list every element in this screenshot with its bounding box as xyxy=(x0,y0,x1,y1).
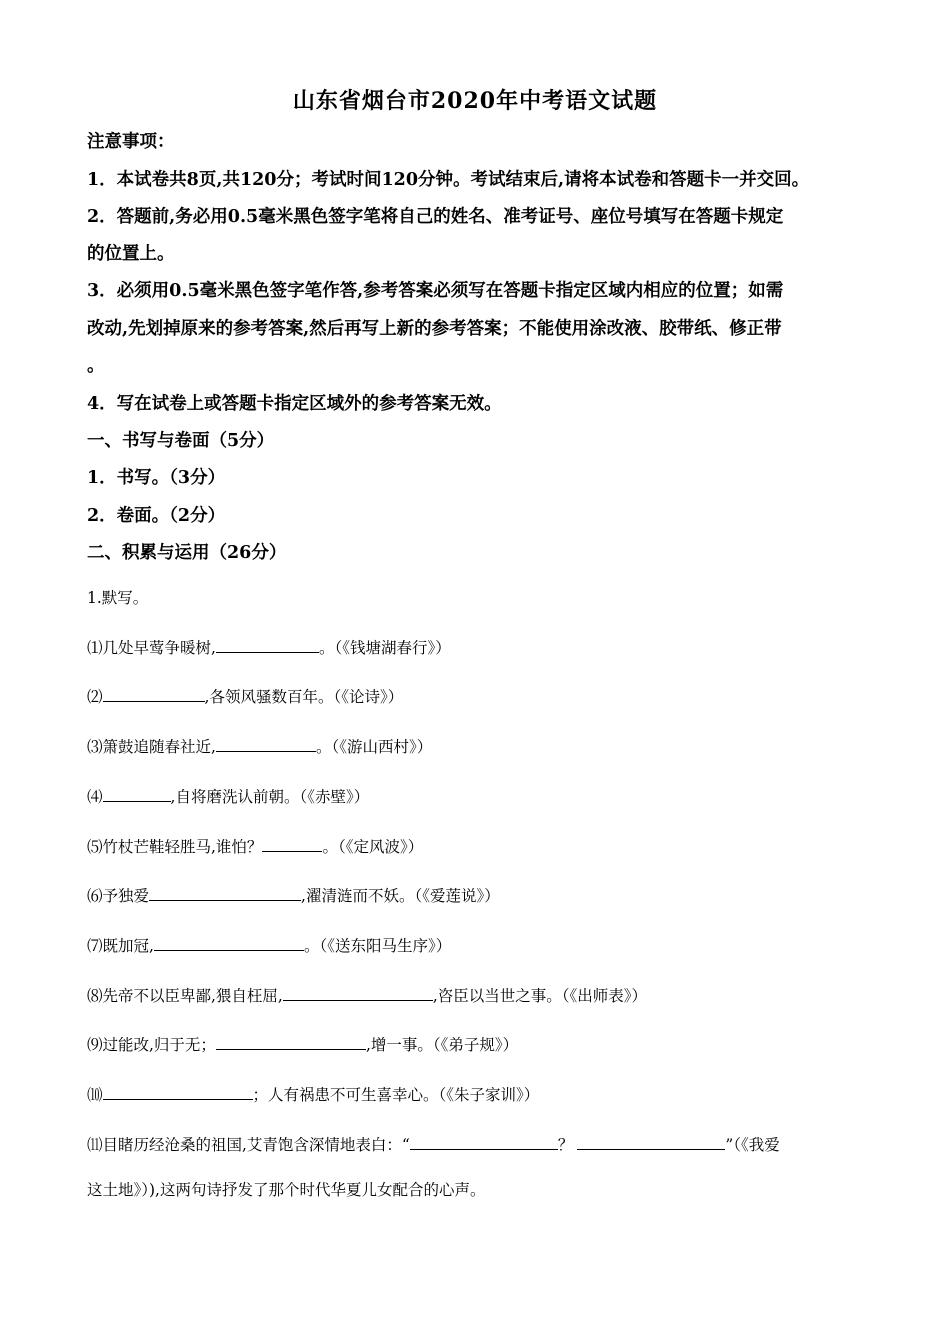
recitation-item-7 xyxy=(87,935,451,956)
recitation-item-9 xyxy=(87,1034,518,1055)
recitation-item-1 xyxy=(87,637,451,658)
section-1-question-1: 1．书写。（3分） xyxy=(87,468,226,488)
exam-title: 山东省烟台市2020年中考语文试题 xyxy=(292,88,658,114)
recitation-item-2 xyxy=(87,686,403,707)
notice-item-3-line-2: 改动,先划掉原来的参考答案,然后再写上新的参考答案；不能使用涂改液、胶带纸、修正带 xyxy=(87,319,782,339)
recitation-item-10-suffix: ；人有祸患不可生喜幸心。（《朱子家训》） xyxy=(252,1086,540,1104)
recitation-item-3 xyxy=(87,736,432,757)
answer-blank xyxy=(216,736,316,752)
recitation-item-11-prefix: ⑾目睹历经沧桑的祖国,艾青饱含深情地表白：“ xyxy=(87,1136,410,1154)
notice-item-3-line-1: 3．必须用0.5毫米黑色签字笔作答,参考答案必须写在答题卡指定区域内相应的位置；如需 xyxy=(87,281,784,301)
recitation-item-4-suffix: ,自将磨洗认前朝。（《赤壁》） xyxy=(170,788,370,806)
recitation-item-11-suffix: ”（《我爱 xyxy=(725,1136,780,1154)
answer-blank xyxy=(410,1134,558,1150)
recitation-item-6 xyxy=(87,885,500,906)
recitation-item-6-prefix: ⑹予独爱 xyxy=(87,887,150,905)
recitation-item-11-line-2: 这土地》）),这两句诗抒发了那个时代华夏儿女配合的心声。 xyxy=(87,1181,486,1199)
notice-item-4: 4．写在试卷上或答题卡指定区域外的参考答案无效。 xyxy=(87,394,502,414)
recitation-item-7-prefix: ⑺既加冠, xyxy=(87,937,154,955)
recitation-item-8-prefix: ⑻先帝不以臣卑鄙,猥自枉屈, xyxy=(87,987,283,1005)
recitation-item-2-suffix: ,各领风骚数百年。（《论诗》） xyxy=(204,688,404,706)
recitation-item-10-prefix: ⑽ xyxy=(87,1086,103,1104)
answer-blank xyxy=(577,1134,725,1150)
recitation-item-4-prefix: ⑷ xyxy=(87,788,103,806)
recitation-item-3-suffix: 。（《游山西村》） xyxy=(315,738,433,756)
answer-blank xyxy=(216,637,319,653)
answer-blank xyxy=(103,786,171,802)
recitation-item-6-suffix: ,濯清涟而不妖。（《爱莲说》） xyxy=(301,887,500,905)
answer-blank xyxy=(103,1084,253,1100)
recitation-item-5-prefix: ⑸竹杖芒鞋轻胜马,谁怕？ xyxy=(87,838,263,856)
question-1-heading: 1.默写。 xyxy=(87,589,149,607)
answer-blank xyxy=(103,686,205,702)
recitation-item-1-prefix: ⑴几处早莺争暖树, xyxy=(87,639,216,657)
recitation-item-2-prefix: ⑵ xyxy=(87,688,103,706)
notice-item-3-line-3: 。 xyxy=(87,356,105,376)
recitation-item-8 xyxy=(87,985,647,1006)
answer-blank xyxy=(149,885,301,901)
answer-blank xyxy=(154,935,304,951)
section-1-heading: 一、书写与卷面（5分） xyxy=(87,431,275,451)
recitation-item-4 xyxy=(87,786,369,807)
notice-heading: 注意事项： xyxy=(87,132,175,152)
recitation-item-11-line-1 xyxy=(87,1134,780,1155)
recitation-item-9-suffix: ,增一事。（《弟子规》） xyxy=(365,1036,519,1054)
answer-blank xyxy=(216,1034,366,1050)
answer-blank xyxy=(283,985,433,1001)
recitation-item-8-suffix: ,咨臣以当世之事。（《出师表》） xyxy=(432,987,648,1005)
recitation-item-9-prefix: ⑼过能改,归于无； xyxy=(87,1036,216,1054)
recitation-item-5-suffix: 。（《定风波》） xyxy=(322,838,424,856)
recitation-item-1-suffix: 。（《钱塘湖春行》） xyxy=(318,639,451,657)
notice-item-2-line-2: 的位置上。 xyxy=(87,244,175,264)
recitation-item-3-prefix: ⑶箫鼓追随春社近, xyxy=(87,738,216,756)
section-1-question-2: 2．卷面。（2分） xyxy=(87,506,226,526)
recitation-item-10 xyxy=(87,1084,539,1105)
recitation-item-7-suffix: 。（《送东阳马生序》） xyxy=(303,937,452,955)
answer-blank xyxy=(262,836,322,852)
recitation-item-5 xyxy=(87,836,423,857)
notice-item-1: 1．本试卷共8页,共120分；考试时间120分钟。考试结束后,请将本试卷和答题卡一并交回。 xyxy=(87,170,810,190)
recitation-item-11-middle: ？ xyxy=(557,1136,574,1154)
section-2-heading: 二、积累与运用（26分） xyxy=(87,543,287,563)
notice-item-2-line-1: 2．答题前,务必用0.5毫米黑色签字笔将自己的姓名、准考证号、座位号填写在答题卡规定 xyxy=(87,207,784,227)
